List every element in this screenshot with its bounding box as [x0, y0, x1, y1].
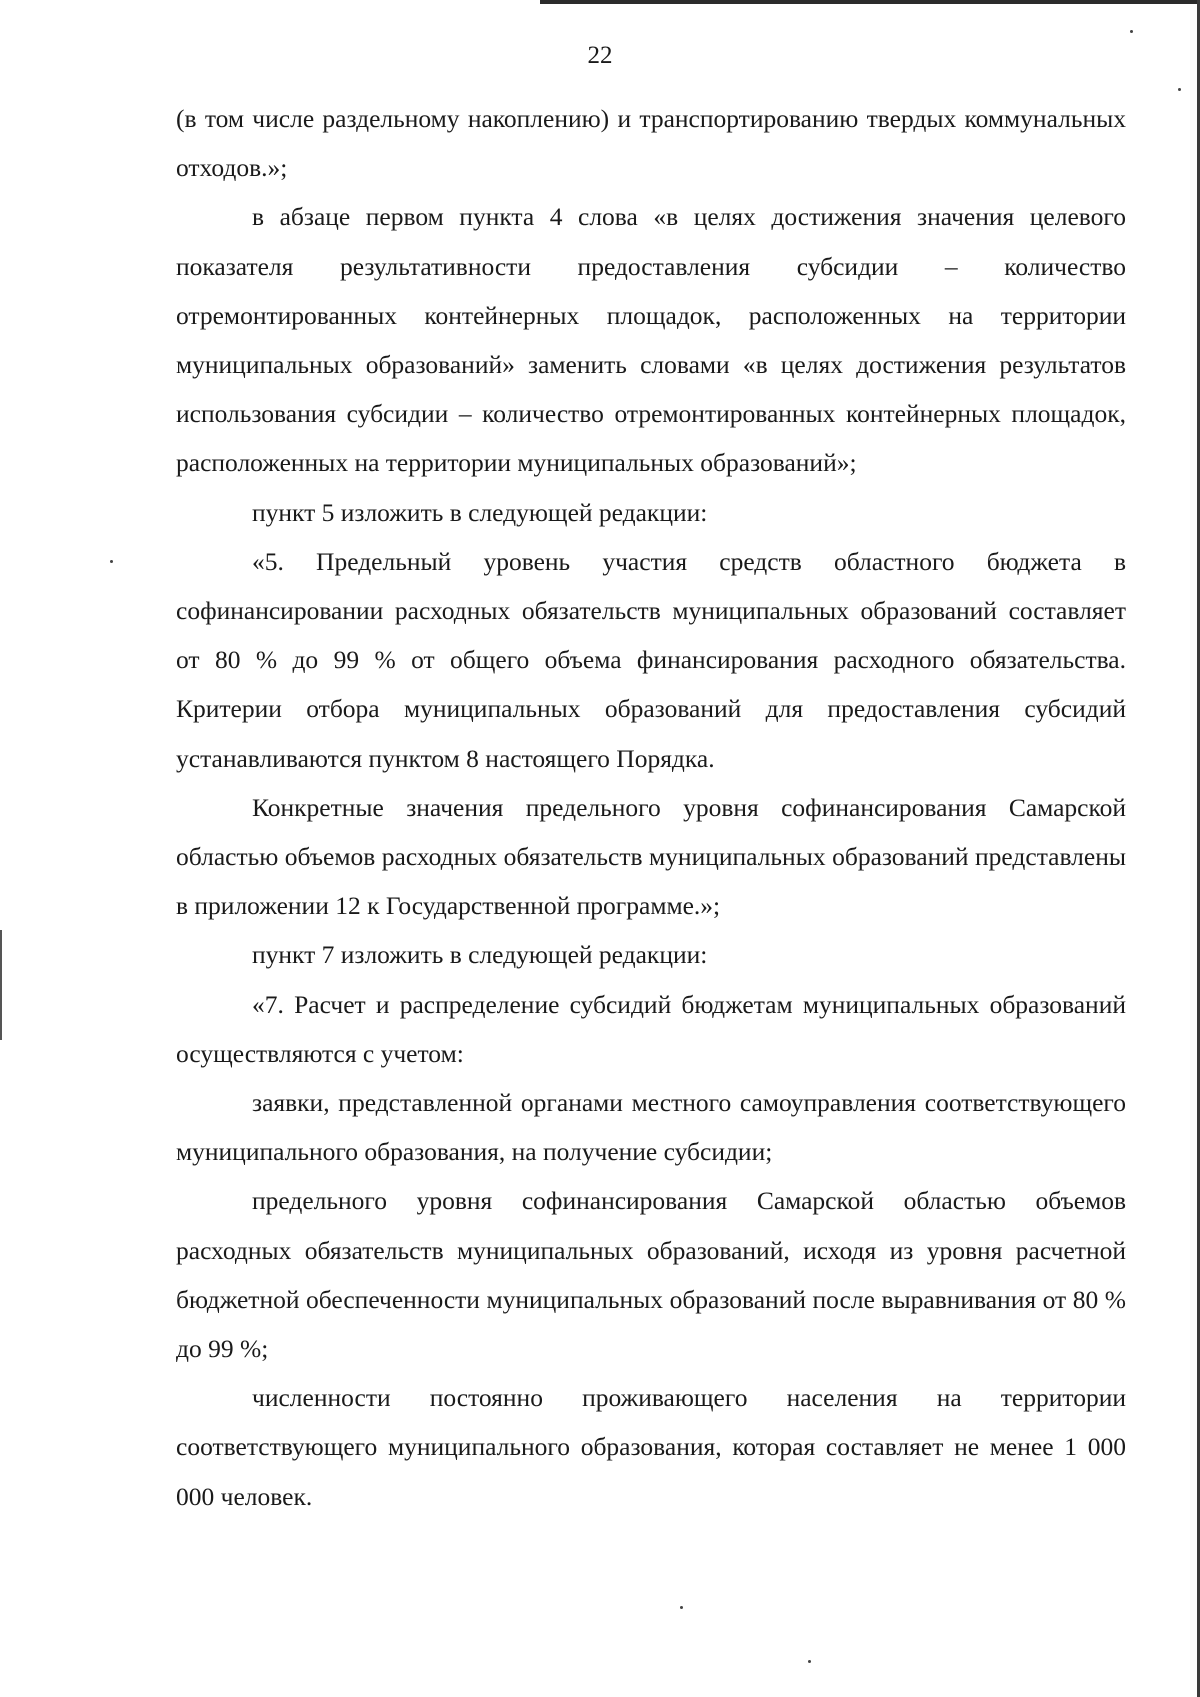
scan-speck [110, 560, 113, 563]
paragraph: заявки, представленной органами местного самоуправления соответствующего муниципального образования, на получение субсидии; [176, 1088, 1126, 1167]
scan-speck [1178, 88, 1181, 91]
scan-left-mark [0, 930, 2, 1040]
paragraph: в абзаце первом пункта 4 слова «в целях достижения значения целевого показателя результативности предоставления субсидии – количество отремонтированных контейнерных площадок, расположенных на территории муниципальных образований» заменить словами «в целях достижения результатов использования субсидии – количество отремонтированных контейнерных площадок, расположенных на территории муниципальных образований»; [176, 202, 1126, 478]
paragraph: пункт 7 изложить в следующей редакции: [252, 940, 708, 970]
paragraph: предельного уровня софинансирования Самарской областью объемов расходных обязательств муниципальных образований, исходя из уровня расчетной бюджетной обеспеченности муниципальных образований после выравнивания от 80 % до 99 %; [176, 1186, 1126, 1364]
paragraph: численности постоянно проживающего населения на территории соответствующего муниципального образования, которая составляет не менее 1 000 000 человек. [176, 1383, 1126, 1511]
paragraph: «7. Расчет и распределение субсидий бюджетам муниципальных образований осуществляются с учетом: [176, 989, 1126, 1068]
paragraph: (в том числе раздельному накоплению) и транспортированию твердых коммунальных отходов.»; [176, 104, 1126, 183]
scan-speck [1130, 30, 1133, 33]
document-body [176, 94, 1126, 1521]
scan-speck [680, 1606, 683, 1609]
paragraph: пункт 5 изложить в следующей редакции: [252, 497, 708, 527]
paragraph: «5. Предельный уровень участия средств областного бюджета в софинансировании расходных обязательств муниципальных образований составляет от 80 % до 99 % от общего объема финансирования расходного обязательства. Критерии отбора муниципальных образований для предоставления субсидий устанавливаются пунктом 8 настоящего Порядка. [176, 546, 1126, 773]
paragraph: Конкретные значения предельного уровня софинансирования Самарской областью объемов расходных обязательств муниципальных образований представлены в приложении 12 к Государственной программе.»; [176, 792, 1126, 921]
scan-top-edge [540, 0, 1200, 4]
scan-speck [808, 1660, 811, 1663]
page-number: 22 [587, 42, 613, 69]
